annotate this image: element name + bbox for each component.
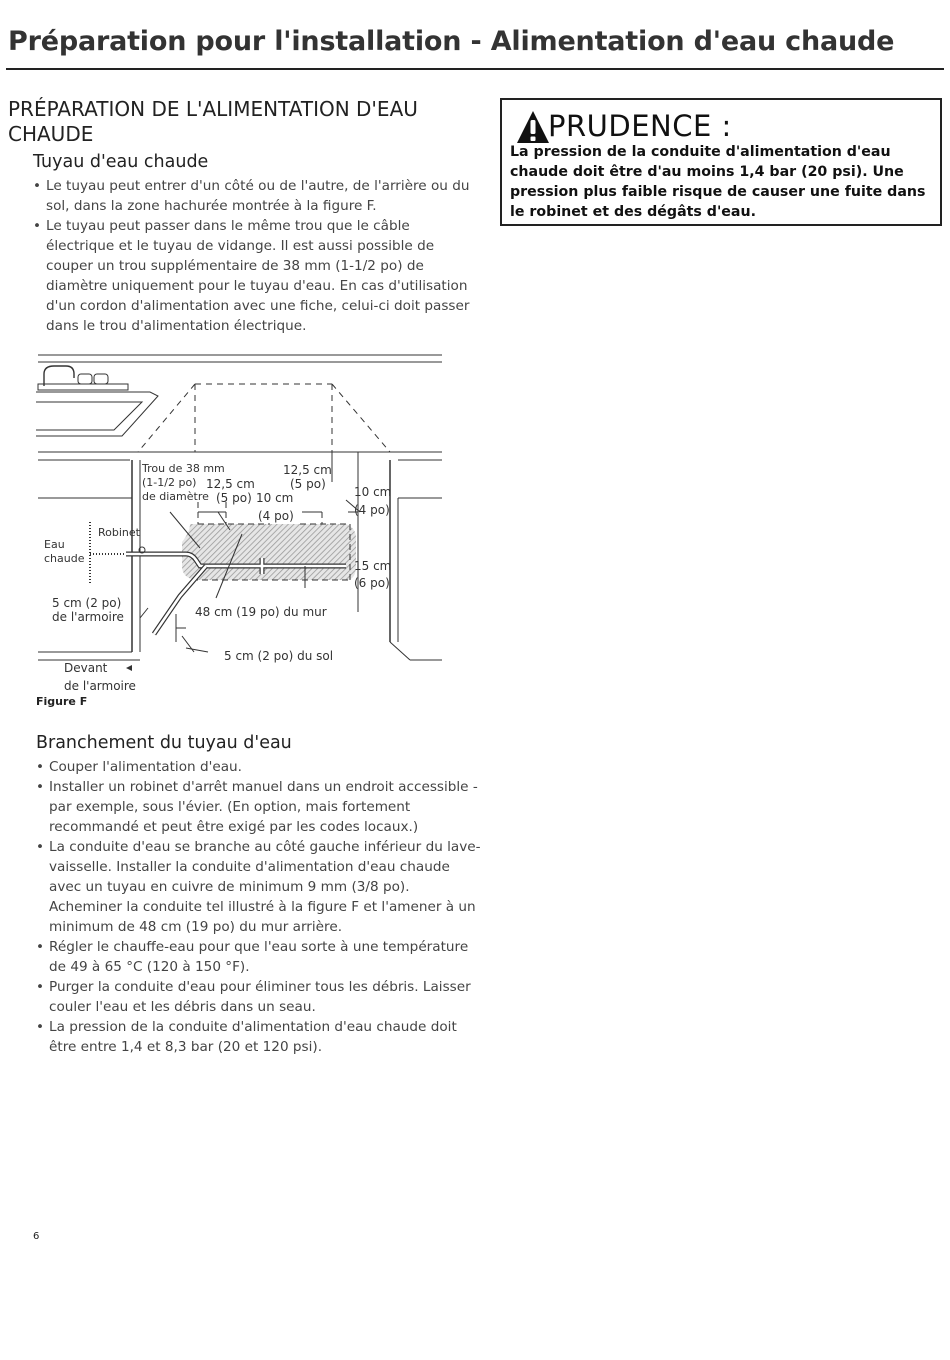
list-item: • Purger la conduite d'eau pour éliminer tous les débris. Laisser couler l'eau et les débris dans un seau. <box>36 977 482 1017</box>
warning-triangle-icon <box>516 108 550 146</box>
list-item: • Le tuyau peut entrer d'un côté ou de l'autre, de l'arrière ou du sol, dans la zone hachurée montrée à la figure F. <box>33 176 481 216</box>
hole-label-line2: (1-1/2 po) <box>142 476 197 489</box>
list-item: • La pression de la conduite d'alimentation d'eau chaude doit être entre 1,4 et 8,3 bar (20 et 120 psi). <box>36 1017 482 1057</box>
floor-distance-label: 5 cm (2 po) du sol <box>224 649 334 663</box>
bullet-list-pipe <box>33 176 481 336</box>
dim-label: 10 cm <box>354 485 392 499</box>
page-title: Préparation pour l'installation - Alimentation d'eau chaude <box>8 26 895 57</box>
arrow-right-icon <box>126 665 132 671</box>
page-number: 6 <box>33 1231 40 1242</box>
hatched-entry-zone <box>182 524 356 580</box>
subsection-heading-water-connection: Branchement du tuyau d'eau <box>36 733 292 753</box>
dim-label: (5 po) <box>216 491 252 505</box>
list-item: • La conduite d'eau se branche au côté gauche inférieur du lave-vaisselle. Installer la conduite d'alimentation d'eau chaude avec un tuyau en cuivre de minimum 9 mm (3/8 po). Acheminer la conduite tel illustré à la figure F et l'amener à un minimum de 48 cm (19 po) du mur arrière. <box>36 837 482 937</box>
hot-water-label-line2: chaude <box>44 552 85 565</box>
list-item: • Le tuyau peut passer dans le même trou que le câble électrique et le tuyau de vidange. Il est aussi possible de couper un trou supplémentaire de 38 mm (1-1/2 po) de diamètre uniquement pour le tuyau d'eau. En cas d'utilisation d'un cordon d'alimentation avec une fiche, celui-ci doit passer dans le trou d'alimentation électrique. <box>33 216 481 336</box>
subsection-heading-hot-water-pipe: Tuyau d'eau chaude <box>33 152 209 172</box>
list-item: • Couper l'alimentation d'eau. <box>36 757 482 777</box>
wall-distance-label: 48 cm (19 po) du mur <box>195 605 327 619</box>
dim-label: 15 cm <box>354 559 392 573</box>
valve-label: Robinet <box>98 526 140 539</box>
dim-label: 12,5 cm <box>283 463 332 477</box>
dim-label: 10 cm <box>256 491 294 505</box>
caution-text: La pression de la conduite d'alimentation d'eau chaude doit être d'au moins 1,4 bar (20 psi). Une pression plus faible risque de causer une fuite dans le robinet et des dégâts d'eau. <box>510 144 926 220</box>
bullet-list-connection <box>36 757 482 1057</box>
dim-label: (6 po) <box>354 576 390 590</box>
dishwasher-outline-dashed <box>138 384 390 452</box>
list-item: • Installer un robinet d'arrêt manuel dans un endroit accessible - par exemple, sous l'évier. (En option, mais fortement recommandé et peut être exigé par les codes locaux.) <box>36 777 482 837</box>
hot-water-label-line1: Eau <box>44 538 65 551</box>
figure-caption: Figure F <box>36 695 88 708</box>
sink-outline <box>36 392 158 436</box>
dim-label: (5 po) <box>290 477 326 491</box>
list-item: • Régler le chauffe-eau pour que l'eau sorte à une température de 49 à 65 °C (120 à 150 °F). <box>36 937 482 977</box>
cabinet-front-label-line1: Devant <box>64 661 108 675</box>
cabinet-distance-label-line1: 5 cm (2 po) <box>52 596 122 610</box>
cabinet-front-label-line2: de l'armoire <box>64 679 136 692</box>
cabinet-distance-label-line2: de l'armoire <box>52 610 124 624</box>
hole-label-line3: de diamètre <box>142 490 209 503</box>
section-heading: PRÉPARATION DE L'ALIMENTATION D'EAU CHAUDE <box>8 97 418 146</box>
caution-title: PRUDENCE : <box>548 109 732 143</box>
installation-diagram <box>30 352 450 696</box>
diagram-svg <box>30 352 450 692</box>
dim-label: (4 po) <box>258 509 294 523</box>
dim-label: (4 po) <box>354 503 390 517</box>
faucet-icon <box>38 366 128 390</box>
hole-label-line1: Trou de 38 mm <box>142 462 225 475</box>
dim-label: 12,5 cm <box>206 477 255 491</box>
title-rule <box>6 68 944 70</box>
